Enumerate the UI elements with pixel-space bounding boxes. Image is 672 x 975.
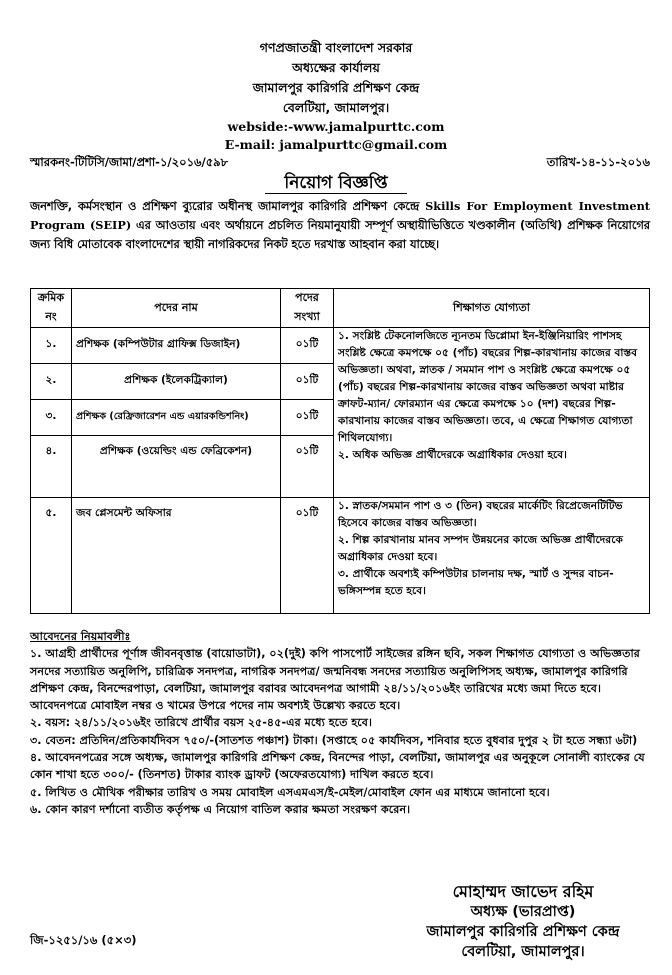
header-qualification: শিক্ষাগত যোগ্যতা	[334, 289, 650, 328]
row-serial: ১.	[31, 328, 72, 364]
row-post-name: জব প্লেসমেন্ট অফিসার	[72, 498, 281, 614]
signatory-office: জামালপুর কারিগরি প্রশিক্ষণ কেন্দ্র	[426, 924, 620, 940]
notice-title: নিয়োগ বিজ্ঞপ্তি	[284, 173, 388, 193]
rule-item: ১. আগ্রহী প্রার্থীদের পূর্ণাঙ্গ জীবনবৃত্তান্ত (বায়োডাটা), ০২(দুই) কপি পাসপোর্ট সাইজের রঙ্গিন ছবি, সকল শিক্ষাগত যোগ্যতা ও অভিজ্ঞতার সনদের সত্যায়িত অনুলিপি, চারিত্রিক সনদপত্র, নাগরিক সনদপত্র/ জন্মনিবন্ধ সনদের সত্যায়িত অনুলিপিসহ অধ্যক্ষ, জামালপুর কারিগরি প্রশিক্ষণ কেন্দ্র, বিনন্দেরপাড়া, বেলটিয়া, জামালপুর বরাবর আবেদনপত্র আগামী ২৪/১১/২০১৬ইং তারিখের মধ্যে জমা দিতে হবে। আবেদনপত্রে মোবাইল নম্বর ও খামের উপরে পদের নাম অবশ্যই উল্লেখ্য করতে হবে।	[30, 647, 640, 713]
signatory-designation: অধ্যক্ষ (ভারপ্রাপ্ত)	[470, 904, 576, 920]
memo-date: তারিখ-১৪-১১-২০১৬	[546, 155, 650, 169]
row-post-name: প্রশিক্ষক (ইলেকট্রিক্যাল)	[72, 364, 281, 400]
row-post-count: ০১টি	[281, 436, 334, 498]
email-text: E-mail: jamalpurttc@gmail.com	[224, 137, 448, 152]
rule-item: ৪. আবেদনপত্রের সঙ্গে অধ্যক্ষ, জামালপুর কারিগরি প্রশিক্ষণ কেন্দ্র, বিনন্দের পাড়া, বেলটিয়া, জামালপুর এর অনুকূলে সোনালী ব্যাংকের যে কোন শাখা হতে ৩০০/- (তিনশত) টাকার ব্যাংক ড্রাফট (অফেরতযোগ্য) দাখিল করতে হবে।	[30, 751, 645, 782]
rule-item: ৫. লিখিত ও মৌখিক পরীক্ষার তারিখ ও সময় মোবাইল এসএমএস/ই-মেইল/মোবাইল ফোন এর মাধ্যমে জানানো হবে।	[30, 785, 550, 799]
website-text: webside:-www.jamalpurttc.com	[227, 119, 445, 134]
rules-heading: আবেদনের নিয়মাবলীঃ	[30, 630, 131, 643]
intro-paragraph	[30, 197, 650, 254]
row-post-name: প্রশিক্ষক (রেফ্রিজারেশন এন্ড এয়ারকন্ডিশনিং)	[72, 400, 281, 436]
qualification-item: ২. অধিক অভিজ্ঞ প্রার্থীদেরকে অগ্রাধিকার দেওয়া হবে।	[338, 449, 567, 461]
rule-item: ৩. বেতন: প্রতিদিন/প্রতিকার্যদিবস ৭৫০/-(সাতশত পঞ্চাশ) টাকা। (সপ্তাহে ০৫ কার্যদিবস, শনিবার হতে বুধবার দুপুর ২ টা হতে সন্ধ্যা ৬টা)	[30, 733, 638, 747]
qualification-item: ৩. প্রার্থীকে অবশ্যই কম্পিউটার চালনায় দক্ষ, স্মার্ট ও সুন্দর বাচন-ভঙ্গিসম্পন্ন হতে হবে।	[338, 568, 614, 597]
header-post-name: পদের নাম	[72, 289, 281, 328]
office-name: অধ্যক্ষের কার্যালয়	[292, 60, 380, 75]
row-post-count: ০১টি	[281, 400, 334, 436]
row-post-name: প্রশিক্ষক (কম্পিউটার গ্রাফিক্স ডিজাইন)	[72, 328, 281, 364]
qualification-item: ১. স্নাতক/সমমান পাশ ও ৩ (তিন) বছরের মার্কেটিং রিপ্রেজেনটিটিভ হিসেবে কাজের বাস্তব অভিজ্ঞতা।	[338, 500, 623, 529]
row-serial: ২.	[31, 364, 72, 400]
row-serial: ৫.	[31, 498, 72, 614]
institute-address: বেলটিয়া, জামালপুর।	[282, 100, 390, 115]
row-serial: ৩.	[31, 400, 72, 436]
qualification-cell-2	[334, 498, 650, 614]
header-post-count: পদের সংখ্যা	[281, 289, 334, 328]
intro-part-1: জনশক্তি, কর্মসংস্থান ও প্রশিক্ষণ ব্যুরোর অধীনস্থ জামালপুর কারিগরি প্রশিক্ষণ কেন্দ্রে	[30, 200, 426, 213]
row-serial: ৪.	[31, 436, 72, 498]
office-header	[0, 38, 672, 154]
signature-block	[388, 882, 658, 962]
intro-part-2: এর আওতায় এবং অর্থায়নে প্রচলিত নিয়মানুযায়ী সম্পূর্ণ অস্থায়ীভিত্তিতে খণ্ডকালীন (অতিথি) প্রশিক্ষক নিয়োগের জন্য বিধি মোতাবেক বাংলাদেশের স্থায়ী নাগরিকদের নিকট হতে দরখাস্ত আহবান করা যাচ্ছে।	[30, 219, 650, 251]
posts-table	[30, 288, 650, 614]
header-serial: ক্রমিক নং	[31, 289, 72, 328]
table-header-row	[31, 289, 650, 328]
row-post-name: প্রশিক্ষক (ওয়েল্ডিং এন্ড ফেব্রিকেশন)	[72, 436, 281, 498]
qualification-cell-1	[334, 328, 650, 498]
table-row	[31, 498, 650, 614]
signatory-place: বেলটিয়া, জামালপুর।	[461, 944, 585, 960]
institute-name: জামালপুর কারিগরি প্রশিক্ষণ কেন্দ্র	[252, 80, 420, 95]
rule-item: ২. বয়স: ২৪/১১/২০১৬ইং তারিখে প্রার্থীর বয়স ২৫-৪৫-এর মধ্যে হতে হবে।	[30, 716, 373, 730]
rule-item: ৬. কোন কারণ দর্শানো ব্যতীত কর্তৃপক্ষ এ নিয়োগ বাতিল করার ক্ষমতা সংরক্ষণ করেন।	[30, 802, 411, 816]
title-underline	[265, 193, 407, 194]
government-name: গণপ্রজাতন্ত্রী বাংলাদেশ সরকার	[259, 40, 413, 55]
signatory-name: মোহাম্মদ জাভেদ রহিম	[452, 882, 594, 901]
application-rules	[30, 628, 650, 818]
row-post-count: ০১টি	[281, 328, 334, 364]
publication-code: জি-১২৫১/১৬ (৫×৩)	[30, 933, 137, 947]
qualification-item: ১. সংশ্লিষ্ট টেকনোলজিতে ন্যূনতম ডিপ্লোমা ইন-ইঞ্জিনিয়ারিং পাশসহ সংশ্লিষ্ট ক্ষেত্রে কমপক্ষে ০৫ (পাঁচ) বছরের শিল্প-কারখানায় কাজের বাস্তব অভিজ্ঞতা। অথবা, স্নাতক / সমমান পাশ ও সংশ্লিষ্ট ক্ষেত্রে কমপক্ষে ০৫ (পাঁচ) বছরের শিল্প-কারখানায় কাজের বাস্তব অভিজ্ঞতা অথবা মাষ্টার ক্রাফট-ম্যান/ ফোরম্যান এর ক্ষেত্রে কমপক্ষে ১০ (দশ) বছরের শিল্প-কারখানায় কাজের বাস্তব অভিজ্ঞতা। তবে, এ ক্ষেত্রে শিক্ষাগত যোগ্যতা শিথিলযোগ্য।	[338, 330, 638, 444]
program-name: Skills For Employment Investment Program (SEIP)	[30, 199, 650, 232]
row-post-count: ০১টি	[281, 498, 334, 614]
qualification-item: ২. শিল্প কারখানায় মানব সম্পদ উন্নয়নের কাজে অভিজ্ঞ প্রার্থীদেরকে অগ্রাধিকার দেওয়া হবে।	[338, 534, 623, 563]
row-post-count: ০১টি	[281, 364, 334, 400]
table-row	[31, 328, 650, 364]
memo-reference: স্মারকনং-টিটিসি/জামা/প্রশা-১/২০১৬/৫৯৮	[30, 155, 229, 169]
